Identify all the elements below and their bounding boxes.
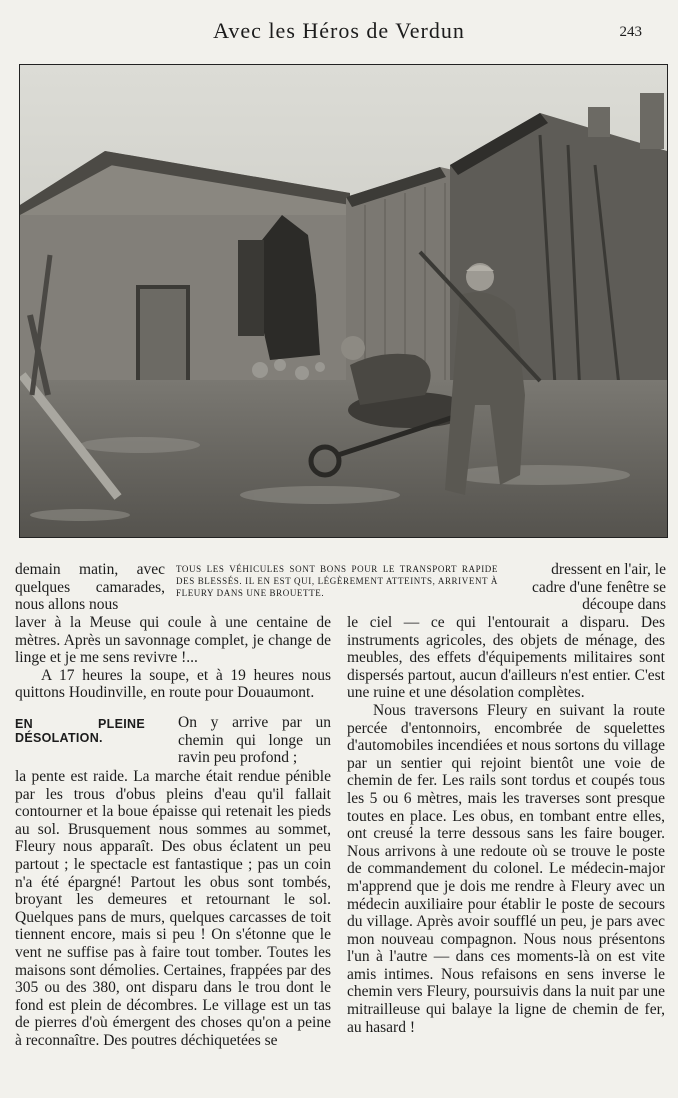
left-column-continuation: demain matin, avec quelques camarades, nous allons nous — [15, 561, 165, 614]
section-subheading: EN PLEINE DÉSOLATION. — [15, 716, 145, 745]
right-paragraph-continued: le ciel — ce qui l'entourait a disparu. Des instruments agricoles, des objets de ménage, des meubles, des effets d'équipements militaires sont dispersés partout, aucun d'ailleurs n'est entier. C'est une ruine et une désolation complètes. — [347, 614, 665, 702]
left-paragraph-rest: la pente est raide. La marche était rendue pénible par les trous d'obus pleins d'eau qu'il fallait contourner et la boue épaisse qui retenait les pieds au sol. Brusquement nous sommes au sommet, Fleury nous apparaît. Des obus éclatent un peu partout ; le spectacle est fantastique ; pas un coin n'a été épargné! Partout les obus sont tombés, broyant les demeures et retournant le sol. Quelques pans de murs, quelques carcasses de toit tiennent encore, mais si peu ! On s'étonne que le vent ne suffise pas à faire tout tomber. Toutes les maisons sont démolies. Certaines, frappées par des 305 ou des 380, ont disparu dans le trou dont le fond est plein de décombres. Le village est un tas de pierres d'où émergent des choses qu'on a peine à reconnaître. Des poutres déchiquetées se — [15, 767, 331, 1049]
right-paragraph: Nous traversons Fleury en suivant la route percée d'entonnoirs, encombrée de squelettes d'automobiles incendiées et nous sortons du village par un sentier qui rejoint bientôt une voie de chemin de fer. Les rails sont tordus et coupés tous les 5 ou 6 mètres, mais les traverses sont presque toutes en place. Les obus, en tombant entre elles, ont creusé la terre dessous sans les faire bouger. Nous arrivons à une redoute où se trouve le poste de commandement du colonel. Le médecin-major m'apprend que je dois me rendre à Fleury avec un médecin auxiliaire pour établir le poste de secours du village. Après avoir soufflé un peu, je pars avec mon nouveau compagnon. Nous nous présentons l'un à l'autre — dans ces moments-là on est vite amis intimes. Nous refaisons en sens inverse le chemin vers Fleury, poursuivis dans la nuit par une mitrailleuse qui balaye la ligne de chemin de fer, au hasard ! — [347, 701, 665, 1036]
page-header — [0, 18, 678, 48]
left-paragraph-continued: laver à la Meuse qui coule à une centaine de mètres. Après un savonnage complet, je change de linge et je me sens revivre !... — [15, 614, 331, 667]
right-column — [347, 614, 665, 1036]
subhead-block — [15, 714, 331, 767]
left-column — [15, 614, 331, 1049]
left-paragraph: A 17 heures la soupe, et à 19 heures nous quittons Houdinville, en route pour Douaumont. — [15, 666, 331, 702]
photo-caption: TOUS LES VÉHICULES SONT BONS POUR LE TRANSPORT RAPIDE DES BLESSÉS. IL EN EST QUI, LÉGÈREMENT ATTEINTS, ARRIVENT À FLEURY DANS UNE BROUETTE. — [176, 564, 498, 598]
right-column-continuation: dressent en l'air, le cadre d'une fenêtre se découpe dans — [531, 561, 666, 614]
subhead-paragraph-start: On y arrive par un chemin qui longe un ravin peu profond ; — [178, 713, 331, 767]
running-title: Avec les Héros de Verdun — [213, 18, 465, 43]
photo — [19, 64, 668, 538]
page-number: 243 — [619, 24, 642, 40]
ruined-village-wheelbarrow-photo-icon — [20, 65, 667, 537]
